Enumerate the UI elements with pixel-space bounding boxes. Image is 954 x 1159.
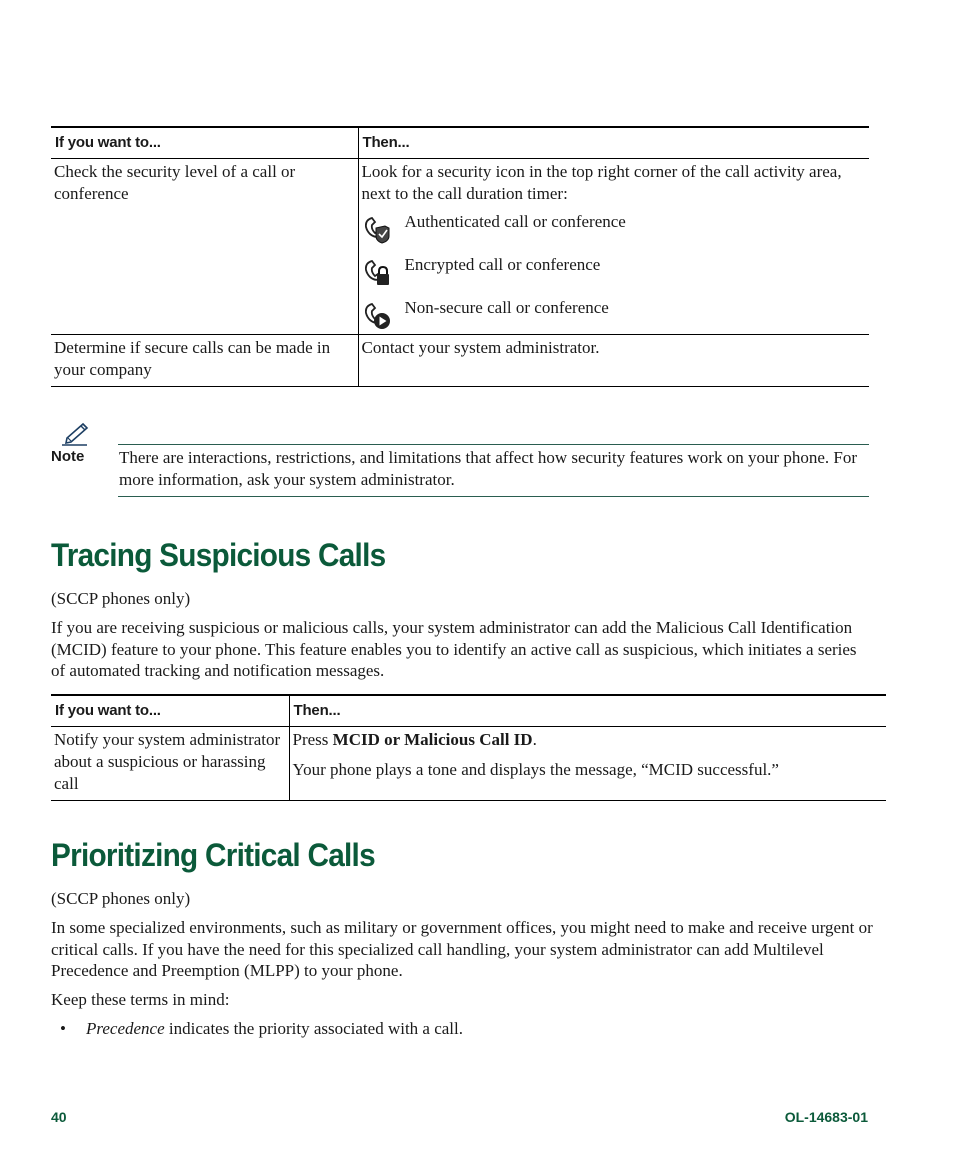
table-cell-want: Determine if secure calls can be made in your company — [51, 334, 358, 386]
note-divider-bottom — [118, 496, 869, 497]
security-icon-instructions: Look for a security icon in the top right corner of the call activity area, next to the call duration timer: — [361, 161, 842, 203]
section-heading-prioritizing: Prioritizing Critical Calls — [51, 837, 375, 873]
table-row — [51, 726, 886, 800]
press-text: Press — [292, 729, 333, 749]
prioritizing-scope: (SCCP phones only) — [51, 889, 191, 908]
non-secure-call-icon — [363, 301, 391, 331]
section-heading-tracing: Tracing Suspicious Calls — [51, 537, 386, 573]
note-divider-top — [118, 444, 869, 445]
tracing-intro: If you are receiving suspicious or malicious calls, your system administrator can add the Malicious Call Identification (MCID) feature to your phone. This feature enables you to identify an active call as suspicious, which initiates a series of automated tracking and notification messages. — [51, 618, 857, 680]
document-id: OL-14683-01 — [784, 1109, 868, 1125]
table-row — [51, 334, 869, 386]
table-cell-then — [358, 158, 869, 334]
note-text: There are interactions, restrictions, and limitations that affect how security features work on your phone. For more information, ask your system administrator. — [119, 448, 858, 489]
icon-legend-row — [362, 254, 867, 291]
table-header-if-you-want: If you want to... — [51, 695, 289, 726]
authenticated-call-icon — [363, 215, 391, 245]
term-precedence: Precedence — [86, 1019, 165, 1038]
security-level-table — [51, 126, 869, 387]
table-cell-want: Check the security level of a call or conference — [51, 158, 358, 334]
page-number: 40 — [51, 1109, 67, 1125]
icon-label: Authenticated call or conference — [404, 211, 626, 231]
note-label: Note — [51, 448, 85, 465]
table-cell-want: Notify your system administrator about a suspicious or harassing call — [51, 726, 289, 800]
table-header-if-you-want: If you want to... — [51, 127, 358, 158]
table-cell-then — [289, 726, 886, 800]
icon-label: Non-secure call or conference — [404, 297, 609, 317]
press-suffix: . — [532, 729, 537, 749]
table-row — [51, 158, 869, 334]
mcid-instruction — [293, 729, 884, 751]
encrypted-call-icon — [363, 258, 391, 288]
table-header-then: Then... — [289, 695, 886, 726]
tracing-scope: (SCCP phones only) — [51, 589, 191, 608]
table-header-then: Then... — [358, 127, 869, 158]
mcid-table — [51, 694, 886, 801]
terms-lead: Keep these terms in mind: — [51, 990, 230, 1009]
list-item — [86, 1019, 463, 1039]
icon-legend-row — [362, 297, 867, 334]
bullet-marker: • — [60, 1019, 66, 1038]
icon-label: Encrypted call or conference — [404, 254, 601, 274]
term-definition: indicates the priority associated with a call. — [164, 1019, 464, 1038]
prioritizing-intro: In some specialized environments, such as military or government offices, you might need to make and receive urgent or critical calls. If you have the need for this specialized call handling, your system administrator can add Multilevel Precedence and Preemption (MLPP) to your phone. — [51, 918, 873, 980]
mcid-softkey-label: MCID or Malicious Call ID — [332, 729, 533, 749]
table-cell-then: Contact your system administrator. — [358, 334, 869, 386]
mcid-result: Your phone plays a tone and displays the message, “MCID successful.” — [292, 759, 779, 779]
icon-legend-row — [362, 211, 867, 248]
pencil-icon — [61, 422, 89, 446]
